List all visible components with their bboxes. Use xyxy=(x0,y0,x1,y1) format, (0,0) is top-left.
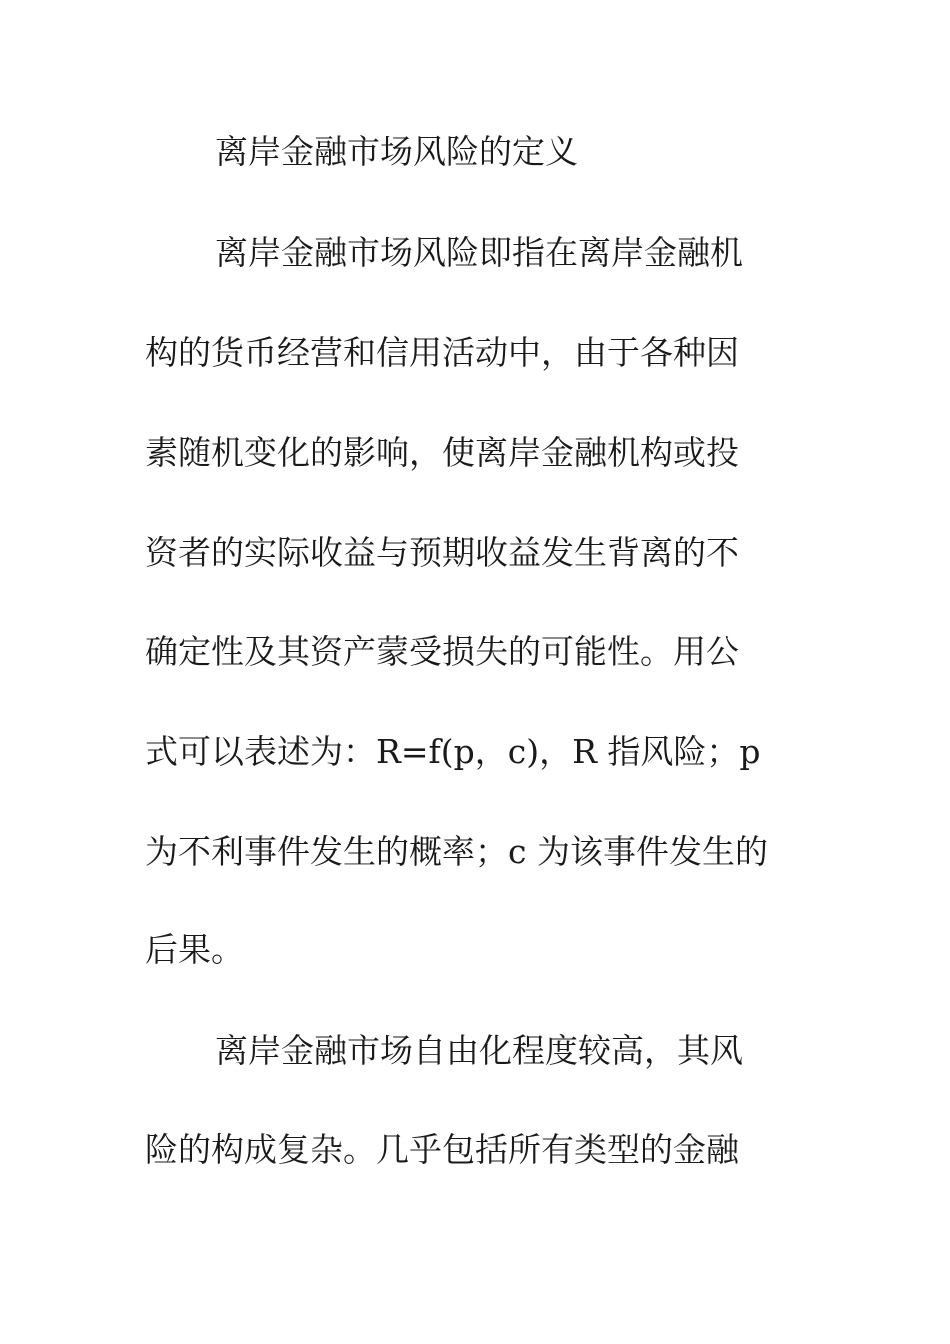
paragraph-line: 离岸金融市场自由化程度较高，其风 xyxy=(215,1031,743,1070)
paragraph-line: 为不利事件发生的概率；c 为该事件发生的 xyxy=(145,832,768,871)
paragraph-line: 素随机变化的影响，使离岸金融机构或投 xyxy=(145,433,739,472)
document-heading: 离岸金融市场风险的定义 xyxy=(215,132,578,171)
paragraph-line: 资者的实际收益与预期收益发生背离的不 xyxy=(145,533,739,572)
paragraph-line: 离岸金融市场风险即指在离岸金融机 xyxy=(215,233,743,272)
paragraph-line: 险的构成复杂。几乎包括所有类型的金融 xyxy=(145,1130,739,1169)
paragraph-line: 式可以表述为：R=f(p，c)，R 指风险；p xyxy=(145,732,761,771)
paragraph-line: 后果。 xyxy=(145,930,244,969)
paragraph-line: 确定性及其资产蒙受损失的可能性。用公 xyxy=(145,632,739,671)
paragraph-line: 构的货币经营和信用活动中，由于各种因 xyxy=(145,333,739,372)
